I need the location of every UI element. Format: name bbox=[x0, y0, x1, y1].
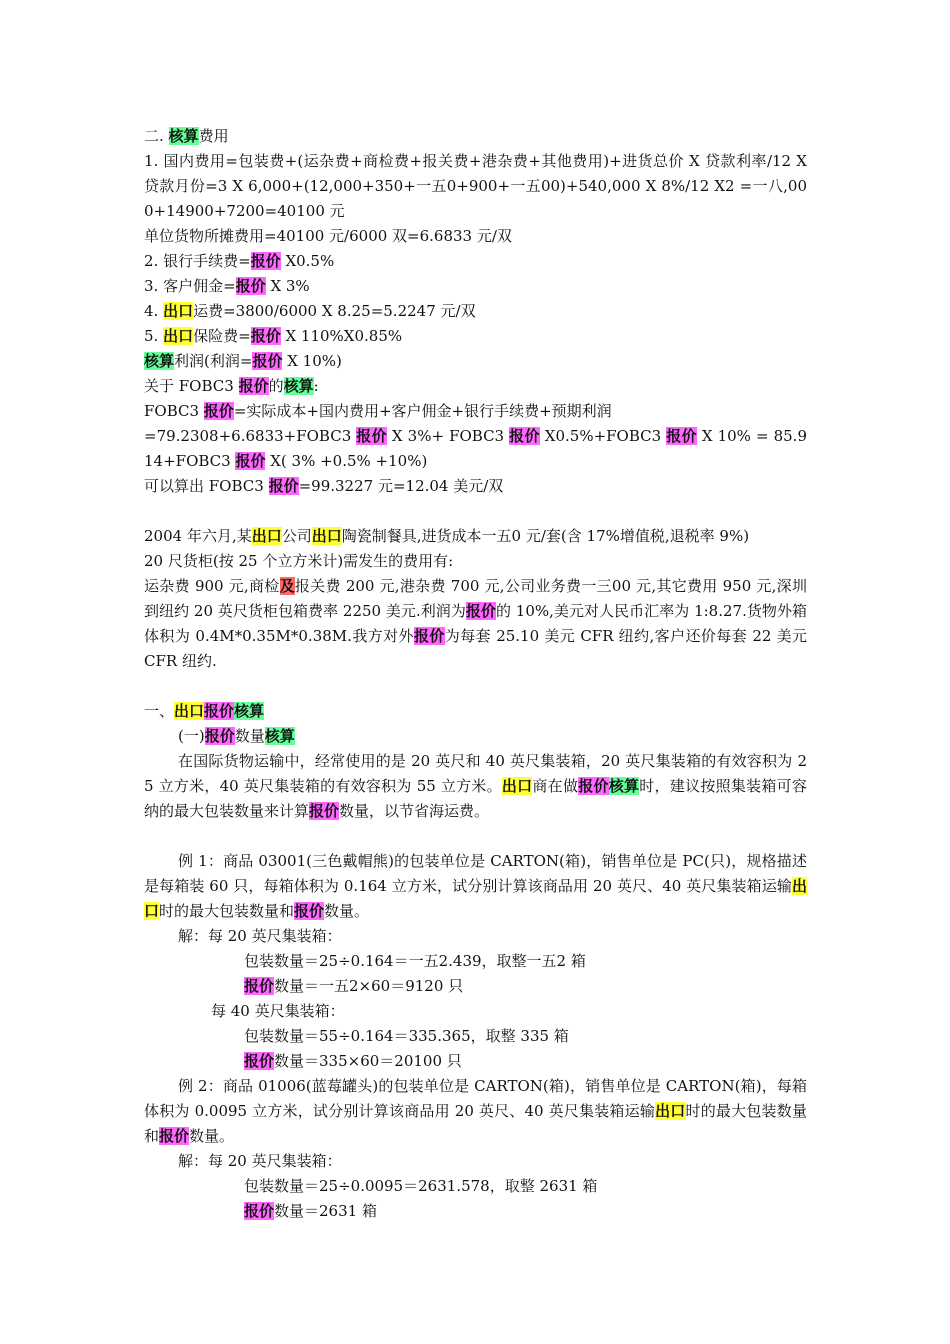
highlight-baojia: 报价 bbox=[159, 1127, 190, 1145]
highlight-baojia: 报价 bbox=[465, 602, 496, 620]
highlight-ji: 及 bbox=[279, 577, 295, 595]
highlight-baojia: 报价 bbox=[268, 477, 299, 495]
insurance-line: 5. 出口保险费=报价 X 110%X0.85% bbox=[144, 327, 403, 345]
example-2: 例 2：商品 01006(蓝莓罐头)的包装单位是 CARTON(箱)，销售单位是 CARTON(箱)，每箱体积为 0.0095 立方米，试分别计算该商品用 20 英尺、40 英尺集装箱运输出口时的最大包装数量和报价数量。 bbox=[144, 1077, 807, 1145]
highlight-baojia: 报价 bbox=[244, 977, 275, 995]
document-body bbox=[144, 124, 812, 1224]
highlight-baojia: 报价 bbox=[356, 427, 387, 445]
highlight-baojia: 报价 bbox=[238, 377, 269, 395]
example-1-40ft-label: 每 40 英尺集装箱： bbox=[211, 1002, 345, 1020]
highlight-chukou: 出口 bbox=[655, 1102, 686, 1120]
highlight-hesuan: 核算 bbox=[144, 352, 175, 370]
case-intro: 2004 年六月,某出口公司出口陶瓷制餐具,进货成本一五0 元/套(含 17%增值税,退税率 9%) bbox=[144, 527, 750, 545]
case-costs: 运杂费 900 元,商检及报关费 200 元,港杂费 700 元,公司业务费一三00 元,其它费用 950 元,深圳到纽约 20 英尺货柜包箱费率 2250 美元.利润为报价的 10%,美元对人民币汇率为 1:8.27.货物外箱体积为 0.4M*0.35M*0.38M.我方对外报价为每套 25.10 美元 CFR 纽约,客户还价每套 22 美元 CFR 纽约. bbox=[144, 577, 812, 670]
highlight-baojia: 报价 bbox=[204, 702, 235, 720]
example-1: 例 1：商品 03001(三色戴帽熊)的包装单位是 CARTON(箱)，销售单位是 PC(只)，规格描述是每箱装 60 只，每箱体积为 0.164 立方米，试分别计算该商品用 20 英尺、40 英尺集装箱运输出口时的最大包装数量和报价数量。 bbox=[144, 852, 807, 920]
highlight-baojia: 报价 bbox=[413, 627, 445, 645]
highlight-chukou: 出口 bbox=[144, 877, 807, 920]
highlight-baojia: 报价 bbox=[203, 402, 234, 420]
highlight-hesuan: 核算 bbox=[168, 127, 199, 145]
section-heading-export-quote: 一、出口报价核算 bbox=[144, 702, 265, 720]
highlight-chukou: 出口 bbox=[163, 327, 194, 345]
paragraph-gap bbox=[144, 824, 807, 849]
profit-line: 核算利润(利润=报价 X 10%) bbox=[144, 352, 342, 370]
highlight-baojia: 报价 bbox=[509, 427, 540, 445]
example-2-pack-20ft: 包装数量＝25÷0.0095＝2631.578，取整 2631 箱 bbox=[244, 1177, 598, 1195]
highlight-baojia: 报价 bbox=[666, 427, 697, 445]
highlight-baojia: 报价 bbox=[252, 352, 283, 370]
highlight-baojia: 报价 bbox=[578, 777, 609, 795]
highlight-hesuan: 核算 bbox=[264, 727, 295, 745]
highlight-baojia: 报价 bbox=[204, 727, 235, 745]
highlight-baojia: 报价 bbox=[235, 277, 266, 295]
domestic-fee-formula: 1. 国内费用=包装费+(运杂费+商检费+报关费+港杂费+其他费用)+进货总价 X 贷款利率/12 X 贷款月份=3 X 6,000+(12,000+350+一五0+900+一五00)+540,000 X 8%/12 X2 =一八,000+14900+7200=40100 元 bbox=[144, 152, 812, 220]
highlight-chukou: 出口 bbox=[174, 702, 205, 720]
highlight-baojia: 报价 bbox=[244, 1202, 275, 1220]
highlight-baojia: 报价 bbox=[250, 327, 281, 345]
highlight-chukou: 出口 bbox=[311, 527, 342, 545]
highlight-hesuan: 核算 bbox=[234, 702, 265, 720]
highlight-chukou: 出口 bbox=[501, 777, 533, 795]
freight-line: 4. 出口运费=3800/6000 X 8.25=5.2247 元/双 bbox=[144, 302, 476, 320]
example-2-quote-20ft: 报价数量＝2631 箱 bbox=[244, 1202, 377, 1220]
highlight-hesuan: 核算 bbox=[283, 377, 314, 395]
example-1-pack-20ft: 包装数量＝25÷0.164＝一五2.439，取整一五2 箱 bbox=[244, 952, 586, 970]
highlight-baojia: 报价 bbox=[244, 1052, 275, 1070]
case-container: 20 尺货柜(按 25 个立方米计)需发生的费用有: bbox=[144, 552, 454, 570]
highlight-baojia: 报价 bbox=[235, 452, 266, 470]
example-1-pack-40ft: 包装数量＝55÷0.164＝335.365，取整 335 箱 bbox=[244, 1027, 569, 1045]
example-1-quote-20ft: 报价数量＝一五2×60＝9120 只 bbox=[244, 977, 464, 995]
subsection-heading-quantity: (一)报价数量核算 bbox=[178, 727, 295, 745]
fobc3-formula: FOBC3 报价=实际成本+国内费用+客户佣金+银行手续费+预期利润 bbox=[144, 402, 612, 420]
highlight-baojia: 报价 bbox=[250, 252, 281, 270]
paragraph-gap bbox=[144, 499, 807, 524]
highlight-hesuan: 核算 bbox=[608, 777, 640, 795]
highlight-baojia: 报价 bbox=[309, 802, 340, 820]
highlight-baojia: 报价 bbox=[294, 902, 325, 920]
example-2-solution: 解：每 20 英尺集装箱： bbox=[178, 1152, 342, 1170]
bank-fee-line: 2. 银行手续费=报价 X0.5% bbox=[144, 252, 335, 270]
container-intro: 在国际货物运输中，经常使用的是 20 英尺和 40 英尺集装箱，20 英尺集装箱的有效容积为 25 立方米，40 英尺集装箱的有效容积为 55 立方米。出口商在做报价核算时，建议按照集装箱可容纳的最大包装数量来计算报价数量，以节省海运费。 bbox=[144, 752, 807, 820]
highlight-chukou: 出口 bbox=[251, 527, 282, 545]
paragraph-gap bbox=[144, 674, 807, 699]
unit-fee-line: 单位货物所摊费用=40100 元/6000 双=6.6833 元/双 bbox=[144, 227, 512, 245]
fobc3-calculation: =79.2308+6.6833+FOBC3 报价 X 3%+ FOBC3 报价 X0.5%+FOBC3 报价 X 10% = 85.914+FOBC3 报价 X( 3% +0.5% +10%) bbox=[144, 427, 807, 470]
commission-line: 3. 客户佣金=报价 X 3% bbox=[144, 277, 310, 295]
example-1-solution: 解：每 20 英尺集装箱： bbox=[178, 927, 342, 945]
highlight-chukou: 出口 bbox=[163, 302, 194, 320]
section-heading-fees: 二. 核算费用 bbox=[144, 127, 229, 145]
fobc3-heading: 关于 FOBC3 报价的核算: bbox=[144, 377, 319, 395]
fobc3-result: 可以算出 FOBC3 报价=99.3227 元=12.04 美元/双 bbox=[144, 477, 504, 495]
example-1-quote-40ft: 报价数量＝335×60＝20100 只 bbox=[244, 1052, 462, 1070]
